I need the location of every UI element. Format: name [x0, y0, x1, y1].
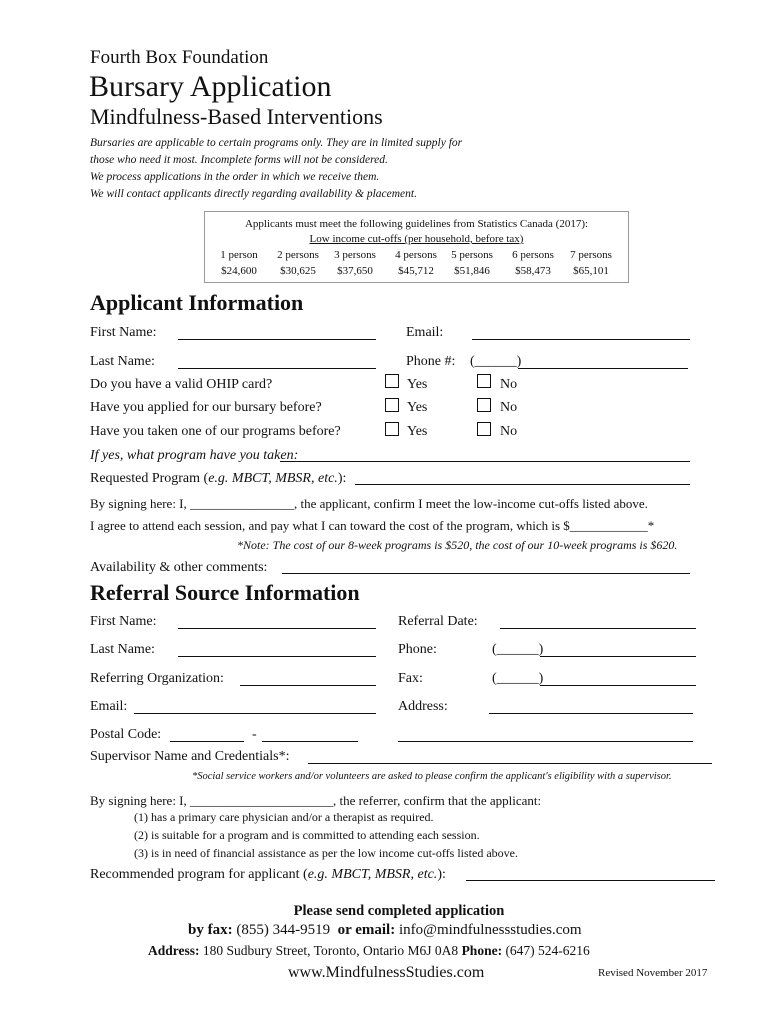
referral-phone-area-code[interactable]: (______) [492, 642, 544, 657]
cost-note: *Note: The cost of our 8-week programs is $520, the cost of our 10-week programs is $620. [237, 538, 678, 552]
referral-section-heading: Referral Source Information [90, 580, 360, 605]
referral-condition: (3) is in need of financial assistance as per the low income cut-offs listed above. [134, 846, 518, 860]
requested-program-field[interactable] [355, 484, 690, 485]
postal-code-field-part1[interactable] [170, 741, 244, 742]
income-cutoff: $51,846 [454, 265, 490, 277]
household-size: 7 persons [570, 249, 612, 261]
applied-before-yes-checkbox[interactable] [385, 398, 399, 412]
page-title: Bursary Application [89, 70, 332, 103]
cost-agreement-statement[interactable]: I agree to attend each session, and pay what I can toward the cost of the program, which is $____________* [90, 518, 655, 533]
referral-phone-field[interactable] [540, 656, 696, 657]
ohip-no-checkbox[interactable] [477, 374, 491, 388]
checkbox-label: No [500, 400, 518, 415]
ohip-question: Do you have a valid OHIP card? [90, 377, 273, 392]
referral-fax-field[interactable] [540, 685, 696, 686]
supervisor-field[interactable] [308, 763, 712, 764]
checkbox-label: Yes [407, 400, 428, 415]
availability-field[interactable] [282, 573, 690, 574]
program-taken-label: If yes, what program have you taken: [90, 448, 299, 463]
income-cutoff: $30,625 [280, 265, 316, 277]
applicant-email-label: Email: [406, 325, 444, 340]
contact-email[interactable]: info@mindfulnessstudies.com [398, 922, 582, 938]
referral-last-name-label: Last Name: [90, 642, 155, 657]
office-address: 180 Sudbury Street, Toronto, Ontario M6J 0A8 [202, 943, 459, 958]
applicant-signing-statement[interactable]: By signing here: I, ________________, the applicant, confirm I meet the low-income cut-offs listed above. [90, 496, 648, 511]
household-size: 4 persons [395, 249, 437, 261]
taken-program-question: Have you taken one of our programs before? [90, 424, 341, 439]
applicant-first-name-field[interactable] [178, 339, 376, 340]
referral-condition: (1) has a primary care physician and/or a therapist as required. [134, 810, 434, 824]
send-instructions: Please send completed application [293, 903, 505, 919]
postal-code-label: Postal Code: [90, 727, 162, 742]
supervisor-note: *Social service workers and/or volunteers are asked to please confirm the applicant's eligibility with a supervisor. [192, 771, 672, 782]
income-cutoff: $58,473 [515, 265, 551, 277]
referring-organization-field[interactable] [240, 685, 376, 686]
referral-email-field[interactable] [134, 713, 376, 714]
applicant-last-name-field[interactable] [178, 368, 376, 369]
website-link[interactable]: www.MindfulnessStudies.com [288, 964, 485, 981]
intro-note: Bursaries are applicable to certain programs only. They are in limited supply for [90, 137, 463, 149]
intro-note: those who need it most. Incomplete forms will not be considered. [90, 154, 388, 166]
household-size: 1 person [220, 249, 258, 261]
referring-organization-label: Referring Organization: [90, 671, 224, 686]
applied-before-no-checkbox[interactable] [477, 398, 491, 412]
applicant-first-name-label: First Name: [90, 325, 157, 340]
postal-code-dash: - [252, 727, 257, 742]
guidelines-intro: Applicants must meet the following guidelines from Statistics Canada (2017): [244, 218, 589, 230]
applicant-email-field[interactable] [472, 339, 690, 340]
intro-note: We process applications in the order in which we receive them. [90, 171, 380, 183]
referral-first-name-label: First Name: [90, 614, 157, 629]
applicant-section-heading: Applicant Information [90, 290, 304, 315]
address-line: Address: 180 Sudbury Street, Toronto, Ontario M6J 0A8 Phone: (647) 524-6216 [148, 943, 590, 958]
revision-date: Revised November 2017 [598, 967, 708, 979]
office-phone: (647) 524-6216 [505, 943, 590, 958]
checkbox-label: No [500, 377, 518, 392]
income-cutoff: $45,712 [398, 265, 434, 277]
applied-before-question: Have you applied for our bursary before? [90, 400, 322, 415]
recommended-program-field[interactable] [466, 880, 715, 881]
checkbox-label: Yes [407, 377, 428, 392]
referral-condition: (2) is suitable for a program and is committed to attending each session. [134, 828, 480, 842]
referral-phone-label: Phone: [398, 642, 437, 657]
contact-line: by fax: (855) 344-9519 or email: info@mindfulnessstudies.com [188, 922, 582, 938]
checkbox-label: No [500, 424, 518, 439]
referral-address-field[interactable] [489, 713, 693, 714]
income-guidelines-box [204, 211, 629, 283]
recommended-program-label: Recommended program for applicant (e.g. MBCT, MBSR, etc.): [90, 867, 446, 882]
income-cutoff: $24,600 [221, 265, 257, 277]
applicant-phone-field[interactable] [518, 368, 688, 369]
income-cutoff: $65,101 [573, 265, 609, 277]
household-size: 3 persons [334, 249, 376, 261]
program-taken-field[interactable] [280, 461, 690, 462]
referral-fax-label: Fax: [398, 671, 423, 686]
applicant-last-name-label: Last Name: [90, 354, 155, 369]
referral-address-field-line2[interactable] [398, 741, 693, 742]
guidelines-subtitle: Low income cut-offs (per household, before tax) [309, 233, 524, 245]
referral-first-name-field[interactable] [178, 628, 376, 629]
applicant-phone-label: Phone #: [406, 354, 456, 369]
postal-code-field-part2[interactable] [262, 741, 358, 742]
referral-email-label: Email: [90, 699, 128, 714]
referral-date-field[interactable] [500, 628, 696, 629]
fax-number: (855) 344-9519 [236, 922, 331, 938]
supervisor-label: Supervisor Name and Credentials*: [90, 749, 290, 764]
referral-address-label: Address: [398, 699, 448, 714]
household-size: 5 persons [451, 249, 493, 261]
household-size: 2 persons [277, 249, 319, 261]
page-subtitle: Mindfulness-Based Interventions [90, 104, 383, 129]
checkbox-label: Yes [407, 424, 428, 439]
income-cutoff: $37,650 [337, 265, 373, 277]
availability-label: Availability & other comments: [90, 560, 268, 575]
taken-program-no-checkbox[interactable] [477, 422, 491, 436]
household-size: 6 persons [512, 249, 554, 261]
referral-last-name-field[interactable] [178, 656, 376, 657]
organization-name: Fourth Box Foundation [90, 47, 269, 68]
taken-program-yes-checkbox[interactable] [385, 422, 399, 436]
referrer-signing-statement[interactable]: By signing here: I, ______________________, the referrer, confirm that the applicant: [90, 793, 542, 808]
ohip-yes-checkbox[interactable] [385, 374, 399, 388]
applicant-phone-area-code[interactable]: (______) [470, 354, 522, 369]
referral-fax-area-code[interactable]: (______) [492, 671, 544, 686]
requested-program-label: Requested Program (e.g. MBCT, MBSR, etc.): [90, 471, 347, 486]
referral-date-label: Referral Date: [398, 614, 478, 629]
intro-note: We will contact applicants directly regarding availability & placement. [90, 188, 417, 200]
